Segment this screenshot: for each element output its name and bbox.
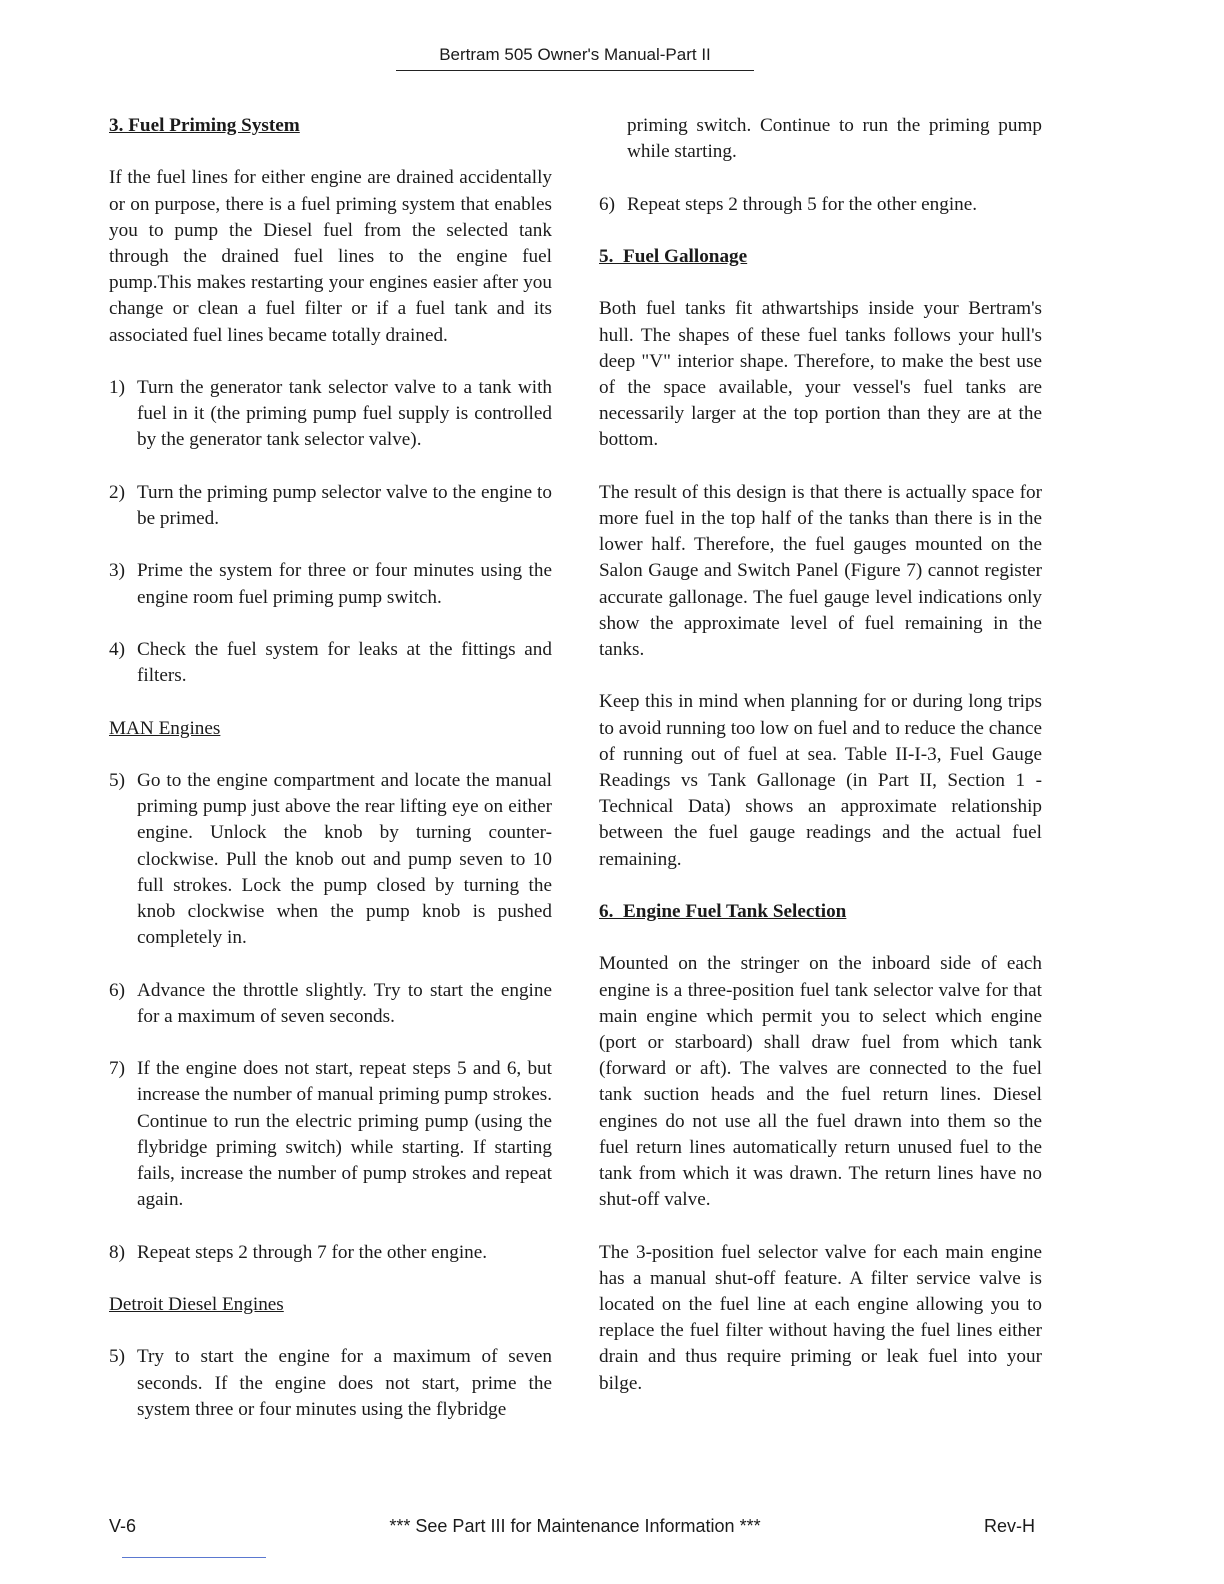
step-text: If the engine does not start, repeat steps 5 and 6, but increase the number of manual priming pump strokes. Continue to run the electric priming pump (using the flybridge priming switch) while starting. If starting fails, increase the number of pump strokes and repeat again. [137, 1058, 552, 1211]
step-number: 7) [109, 1058, 125, 1080]
right-column [599, 113, 1042, 1397]
step-number: 2) [109, 481, 125, 503]
manual-title: Bertram 505 Owner's Manual-Part II [439, 45, 711, 64]
step-2 [109, 480, 552, 532]
step-3 [109, 558, 552, 610]
revision-label: Rev-H [984, 1516, 1036, 1536]
section-5-heading: 5. Fuel Gallonage [599, 245, 748, 267]
step-number: 3) [109, 560, 125, 582]
step-number: 8) [109, 1241, 125, 1263]
gallonage-paragraph-2: The result of this design is that there is actually space for more fuel in the top half of the tanks than there is in the lower half. Therefore, the fuel gauges mounted on the Salon Gauge and Switch Panel (Figure 7) cannot register accurate gallonage. The fuel gauge level indications only show the approximate level of fuel remaining in the tanks. [599, 481, 1042, 660]
detroit-step-5-continued [599, 113, 1042, 165]
man-step-8 [109, 1240, 552, 1266]
step-text: Check the fuel system for leaks at the fittings and filters. [137, 638, 552, 687]
step-number: 5) [109, 1346, 125, 1368]
footer-note: *** See Part III for Maintenance Information *** [389, 1516, 761, 1536]
step-text: Try to start the engine for a maximum of seven seconds. If the engine does not start, prime the system three or four minutes using the flybridge [137, 1346, 552, 1420]
left-column [109, 113, 552, 1423]
detroit-diesel-subheading: Detroit Diesel Engines [109, 1293, 284, 1315]
tank-selection-paragraph-2: The 3-position fuel selector valve for each main engine has a manual shut-off feature. A filter service valve is located on the fuel line at each engine allowing you to replace the fuel filter without having the fuel lines either drain and thus require priming or leak fuel into your bilge. [599, 1241, 1042, 1394]
step-number: 6) [599, 193, 615, 215]
man-step-6 [109, 978, 552, 1030]
section-3-intro: If the fuel lines for either engine are drained accidentally or on purpose, there is a fuel priming system that enables you to pump the Diesel fuel from the selected tank through the drained fuel lines to the engine fuel pump.This makes restarting your engines easier after you change or clean a fuel filter or if a fuel tank and its associated fuel lines became totally drained. [109, 167, 552, 346]
man-step-7 [109, 1056, 552, 1213]
scan-artifact-line [122, 1557, 266, 1558]
gallonage-paragraph-1: Both fuel tanks fit athwartships inside your Bertram's hull. The shapes of these fuel tanks follows your hull's deep "V" interior shape. Therefore, to make the best use of the space available, your vessel's fuel tanks are necessarily larger at the top portion than they are at the bottom. [599, 298, 1042, 451]
step-text: Advance the throttle slightly. Try to start the engine for a maximum of seven seconds. [137, 979, 552, 1027]
step-text: Turn the generator tank selector valve to a tank with fuel in it (the priming pump fuel supply is controlled by the generator tank selector valve). [137, 377, 552, 451]
step-number: 6) [109, 979, 125, 1001]
step-number: 5) [109, 769, 125, 791]
detroit-step-6 [599, 192, 1042, 218]
step-text: Prime the system for three or four minutes using the engine room fuel priming pump switch. [137, 560, 552, 608]
man-step-5 [109, 768, 552, 951]
detroit-step-5 [109, 1344, 552, 1423]
tank-selection-paragraph-1: Mounted on the stringer on the inboard side of each engine is a three-position fuel tank selector valve for that main engine which permit you to select which engine (port or starboard) shall draw fuel from which tank (forward or aft). The valves are connected to the fuel tank suction heads and the fuel return lines. Diesel engines do not use all the fuel drawn into them so the fuel return lines automatically return unused fuel to the tank from which it was drawn. The return lines have no shut-off valve. [599, 953, 1042, 1211]
step-number: 1) [109, 377, 125, 398]
page-number: V-6 [109, 1516, 137, 1536]
man-engines-subheading: MAN Engines [109, 717, 221, 739]
step-text: priming switch. Continue to run the priming pump while starting. [627, 115, 1042, 163]
step-text: Go to the engine compartment and locate the manual priming pump just above the rear lifting eye on either engine. Unlock the knob by turning counter-clockwise. Pull the knob out and pump seven to 10 full strokes. Lock the pump closed by turning the knob clockwise when the pump knob is pushed completely in. [137, 769, 552, 949]
step-text: Turn the priming pump selector valve to the engine to be primed. [137, 481, 552, 529]
running-header [396, 44, 754, 71]
step-number: 4) [109, 638, 125, 660]
section-3-heading: 3. Fuel Priming System [109, 115, 300, 136]
step-text: Repeat steps 2 through 7 for the other engine. [137, 1241, 488, 1263]
gallonage-paragraph-3: Keep this in mind when planning for or during long trips to avoid running too low on fuel and to reduce the chance of running out of fuel at sea. Table II-I-3, Fuel Gauge Readings vs Tank Gallonage (in Part II, Section 1 - Technical Data) shows an approximate relationship between the fuel gauge readings and the actual fuel remaining. [599, 691, 1042, 870]
step-1 [109, 375, 552, 454]
step-text: Repeat steps 2 through 5 for the other engine. [627, 193, 978, 215]
step-4 [109, 637, 552, 689]
section-6-heading: 6. Engine Fuel Tank Selection [599, 901, 847, 922]
